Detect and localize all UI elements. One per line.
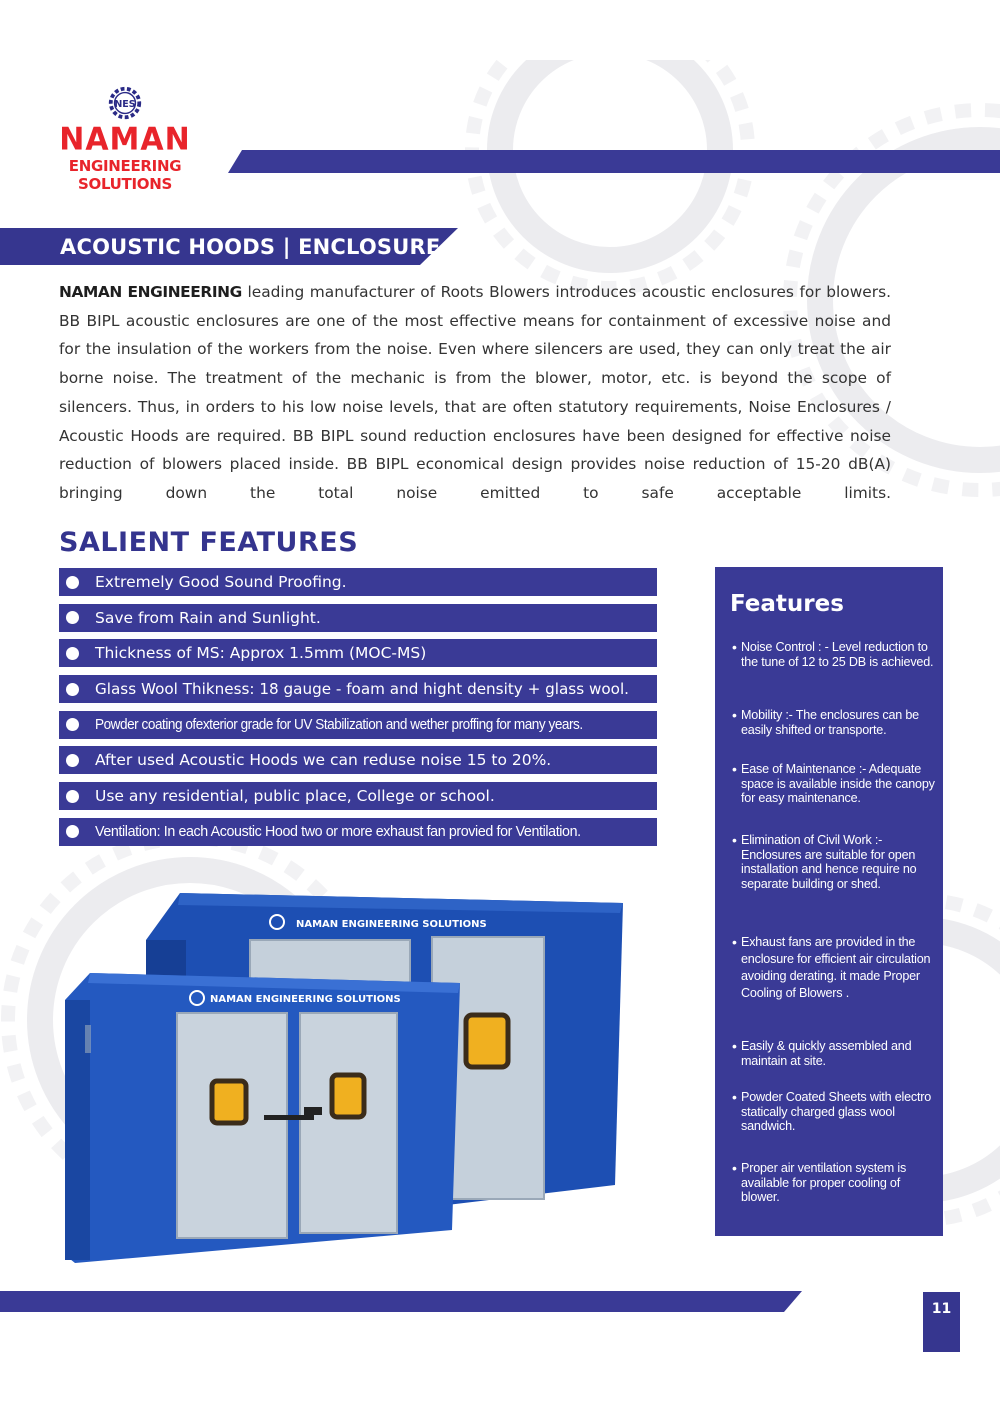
features-panel-item: • Easily & quickly assembled and maintain at site. bbox=[732, 1039, 941, 1068]
section-title: ACOUSTIC HOODS | ENCLOSURE bbox=[60, 235, 441, 259]
brand-subtitle: ENGINEERING SOLUTIONS bbox=[68, 157, 182, 193]
salient-feature-text: Powder coating ofexterior grade for UV Stabilization and wether proffing for many years. bbox=[95, 716, 583, 733]
salient-feature-text: Ventilation: In each Acoustic Hood two or more exhaust fan provied for Ventilation. bbox=[95, 823, 581, 841]
enclosure-label-back: NAMAN ENGINEERING SOLUTIONS bbox=[296, 919, 487, 930]
brand-name: NAMAN bbox=[59, 121, 191, 158]
bullet-icon bbox=[66, 790, 79, 803]
features-panel-item: • Noise Control : - Level reduction to the tune of 12 to 25 DB is achieved. bbox=[732, 640, 941, 669]
salient-feature-text: Thickness of MS: Approx 1.5mm (MOC-MS) bbox=[95, 644, 427, 663]
salient-feature-item bbox=[59, 711, 657, 739]
bullet-icon bbox=[66, 611, 79, 624]
bullet-icon bbox=[66, 718, 79, 731]
salient-feature-text: After used Acoustic Hoods we can reduse noise 15 to 20%. bbox=[95, 751, 552, 770]
salient-feature-item bbox=[59, 675, 657, 703]
salient-feature-text: Glass Wool Thikness: 18 gauge - foam and hight density + glass wool. bbox=[95, 680, 630, 699]
salient-feature-item bbox=[59, 568, 657, 596]
salient-feature-text: Extremely Good Sound Proofing. bbox=[95, 573, 347, 591]
features-panel-item: • Elimination of Civil Work :- Enclosures are suitable for open installation and hence require no separate building or shed. bbox=[732, 833, 941, 891]
features-panel-item: • Ease of Maintenance :- Adequate space is available inside the canopy for easy maintenance. bbox=[732, 762, 941, 806]
company-logo bbox=[20, 84, 230, 193]
salient-features-heading: SALIENT FEATURES bbox=[59, 527, 359, 558]
intro-lead: NAMAN ENGINEERING bbox=[59, 283, 242, 301]
intro-text: leading manufacturer of Roots Blowers introduces acoustic enclosures for blowers. BB BIPL acoustic enclosures are one of the most effective means for containment of excessive noise and for the insulation of the workers from the noise. Even where silencers are used, they can only treat the air borne noise. The treatment of the mechanic is from the blower, motor, etc. is beyond the scope of silencers. Thus, in orders to his low noise levels, that are often statutory requirements, Noise Enclosures / Acoustic Hoods are required. BB BIPL sound reduction enclosures have been designed for effective noise reduction of blowers placed inside. BB BIPL economical design provides noise reduction of 15-20 dB(A) bringing down the total noise emitted to safe acceptable limits. bbox=[59, 283, 891, 502]
salient-feature-item bbox=[59, 782, 657, 810]
footer-band bbox=[0, 1291, 802, 1312]
salient-feature-item bbox=[59, 818, 657, 846]
features-panel-item: • Mobility :- The enclosures can be easily shifted or transporte. bbox=[732, 708, 941, 737]
salient-feature-item bbox=[59, 604, 657, 632]
bullet-icon bbox=[66, 576, 79, 589]
salient-feature-text: Save from Rain and Sunlight. bbox=[95, 608, 321, 627]
intro-paragraph bbox=[59, 278, 891, 508]
features-panel-item: • Powder Coated Sheets with electro statically charged glass wool sandwich. bbox=[732, 1090, 941, 1134]
features-panel-item: • Proper air ventilation system is available for proper cooling of blower. bbox=[732, 1161, 941, 1205]
bullet-icon bbox=[66, 754, 79, 767]
salient-feature-item bbox=[59, 639, 657, 667]
acoustic-enclosure-image bbox=[60, 885, 630, 1265]
features-panel-item: • Exhaust fans are provided in the enclosure for efficient air circulation avoiding derating. it made Proper Cooling of Blowers . bbox=[732, 934, 941, 1002]
bullet-icon bbox=[66, 683, 79, 696]
salient-feature-text: Use any residential, public place, College or school. bbox=[95, 787, 495, 806]
salient-feature-item bbox=[59, 746, 657, 774]
enclosure-label-front: NAMAN ENGINEERING SOLUTIONS bbox=[210, 994, 401, 1005]
features-panel bbox=[715, 567, 943, 1236]
bullet-icon bbox=[66, 825, 79, 838]
features-panel-title: Features bbox=[730, 591, 844, 617]
salient-features-list bbox=[59, 568, 657, 854]
page-number: 11 bbox=[923, 1292, 960, 1352]
logo-badge-text: NES bbox=[114, 98, 136, 110]
header-band bbox=[228, 150, 1000, 173]
bullet-icon bbox=[66, 647, 79, 660]
gear-logo-icon bbox=[106, 84, 144, 122]
